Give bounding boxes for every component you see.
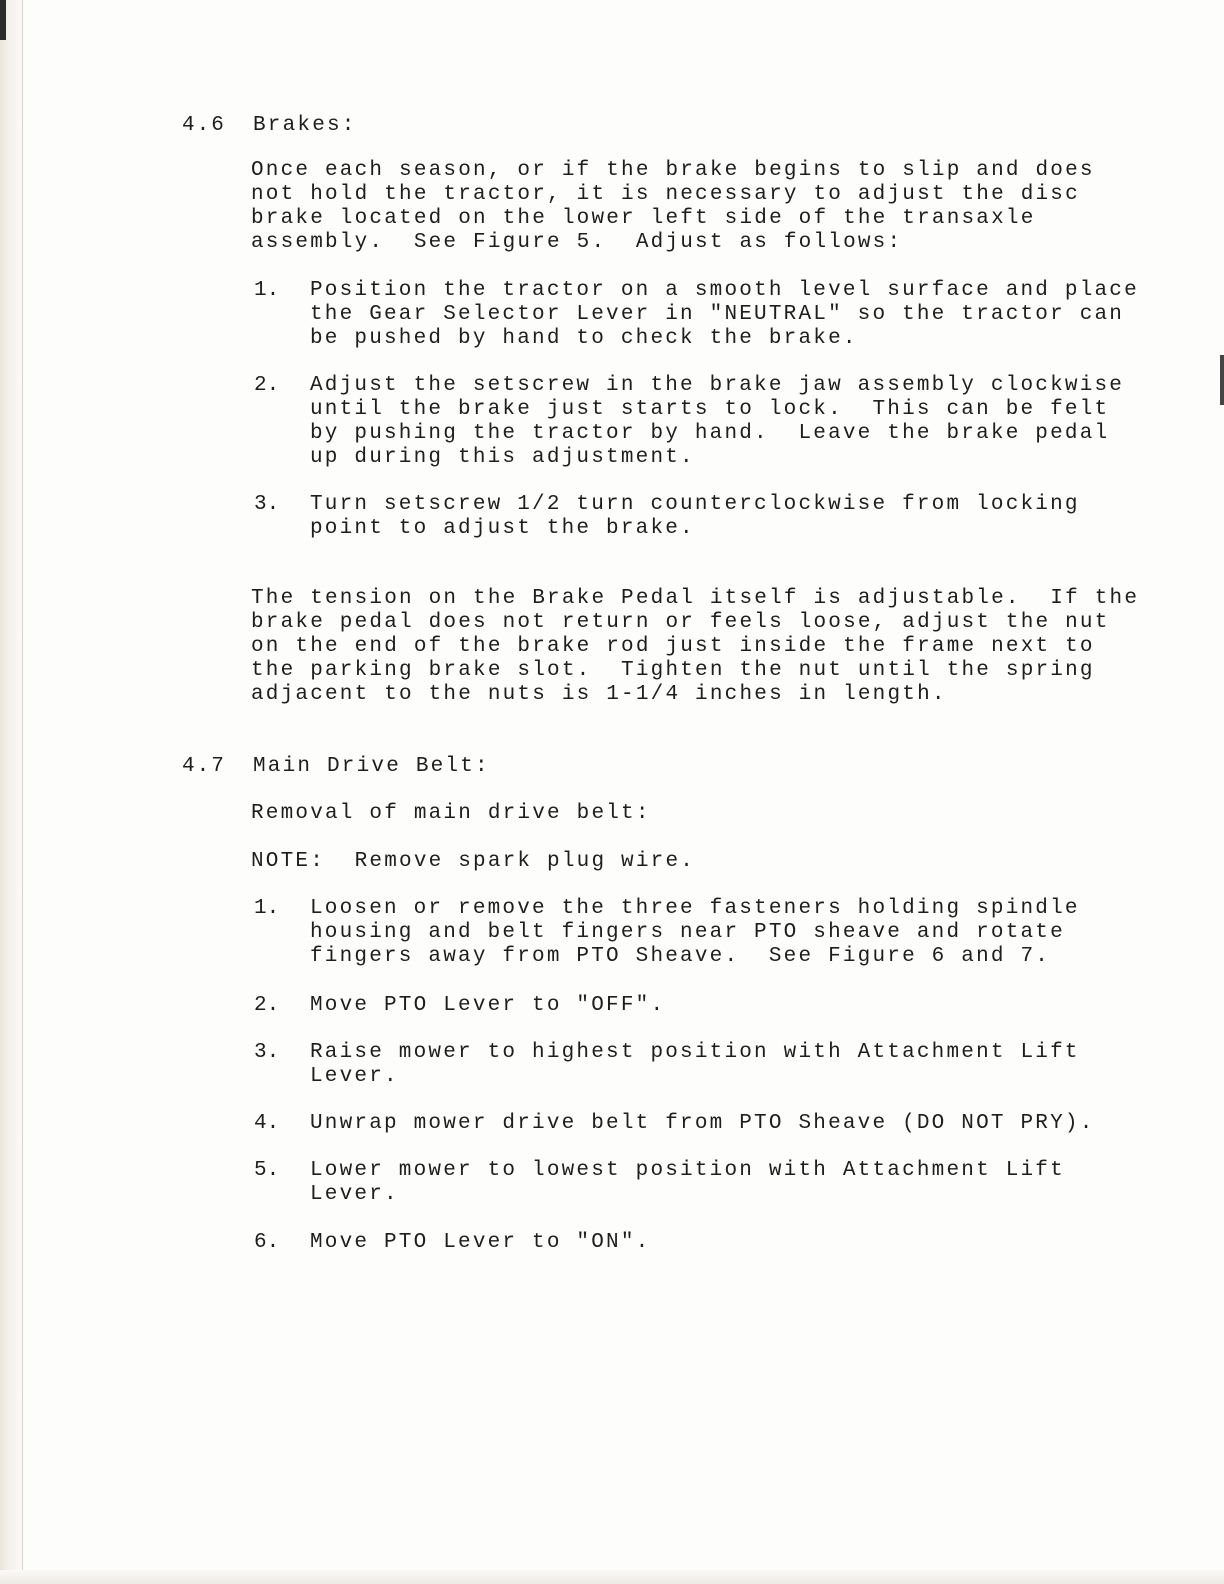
step-line: Raise mower to highest position with Attachment Lift: [310, 1041, 1080, 1064]
section-title: Brakes:: [253, 114, 357, 137]
paragraph-line: assembly. See Figure 5. Adjust as follows:: [251, 231, 903, 254]
step-line: point to adjust the brake.: [310, 517, 695, 540]
step-number: 1.: [254, 279, 280, 302]
page-bottom-edge: [0, 1570, 1224, 1584]
step-line: be pushed by hand to check the brake.: [310, 327, 858, 350]
scan-edge-mark: [1220, 355, 1224, 405]
paragraph-line: brake pedal does not return or feels loose, adjust the nut: [251, 611, 1110, 634]
step-line: Move PTO Lever to "ON".: [310, 1231, 651, 1254]
page-left-edge: [0, 0, 23, 1584]
step-line: until the brake just starts to lock. This can be felt: [310, 398, 1110, 421]
step-line: housing and belt fingers near PTO sheave and rotate: [310, 921, 1065, 944]
step-number: 3.: [254, 1041, 280, 1064]
paragraph-line: not hold the tractor, it is necessary to adjust the disc: [251, 183, 1080, 206]
step-line: up during this adjustment.: [310, 446, 695, 469]
subheading: Removal of main drive belt:: [251, 802, 651, 825]
paragraph-line: on the end of the brake rod just inside the frame next to: [251, 635, 1095, 658]
step-line: Unwrap mower drive belt from PTO Sheave (DO NOT PRY).: [310, 1112, 1095, 1135]
step-number: 5.: [254, 1159, 280, 1182]
step-line: Move PTO Lever to "OFF".: [310, 994, 666, 1017]
section-number: 4.6: [182, 114, 226, 137]
step-line: by pushing the tractor by hand. Leave the brake pedal: [310, 422, 1110, 445]
step-line: the Gear Selector Lever in "NEUTRAL" so the tractor can: [310, 303, 1125, 326]
step-line: fingers away from PTO Sheave. See Figure 6 and 7.: [310, 945, 1051, 968]
step-number: 1.: [254, 897, 280, 920]
step-line: Adjust the setscrew in the brake jaw assembly clockwise: [310, 374, 1125, 397]
paragraph-line: the parking brake slot. Tighten the nut until the spring: [251, 659, 1095, 682]
section-number: 4.7: [182, 755, 226, 778]
step-number: 3.: [254, 493, 280, 516]
paragraph-line: brake located on the lower left side of the transaxle: [251, 207, 1036, 230]
step-line: Turn setscrew 1/2 turn counterclockwise from locking: [310, 493, 1080, 516]
paragraph-line: adjacent to the nuts is 1-1/4 inches in length.: [251, 683, 947, 706]
paragraph-line: Once each season, or if the brake begins to slip and does: [251, 159, 1095, 182]
note: NOTE: Remove spark plug wire.: [251, 850, 696, 873]
step-line: Lower mower to lowest position with Attachment Lift: [310, 1159, 1065, 1182]
step-number: 2.: [254, 994, 280, 1017]
step-line: Position the tractor on a smooth level surface and place: [310, 279, 1139, 302]
step-line: Loosen or remove the three fasteners holding spindle: [310, 897, 1080, 920]
step-number: 4.: [254, 1112, 280, 1135]
step-line: Lever.: [310, 1183, 399, 1206]
step-number: 6.: [254, 1231, 280, 1254]
section-title: Main Drive Belt:: [253, 755, 490, 778]
step-line: Lever.: [310, 1065, 399, 1088]
binding-mark: [0, 0, 6, 40]
paragraph-line: The tension on the Brake Pedal itself is adjustable. If the: [251, 587, 1140, 610]
step-number: 2.: [254, 374, 280, 397]
